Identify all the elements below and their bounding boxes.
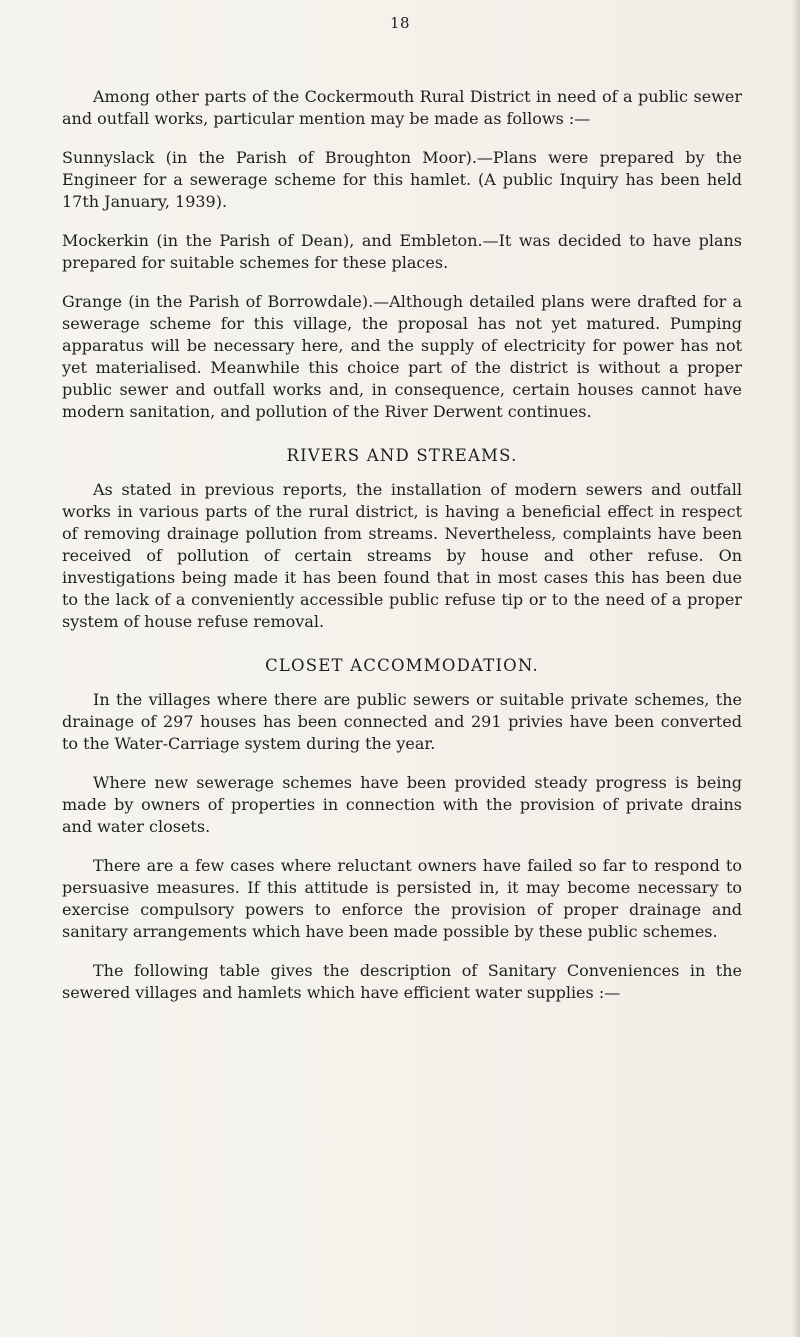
- page-body: [62, 86, 742, 1021]
- grange-paragraph: Grange (in the Parish of Borrowdale).—Although detailed plans were drafted for a sewerage scheme for this village, the proposal has not yet matured. Pumping apparatus will be necessary here, and the supply of electricity for power has not yet materialised. Meanwhile this choice part of the district is without a proper public sewer and outfall works and, in consequence, certain houses cannot have modern sanitation, and pollution of the River Derwent continues.: [62, 292, 742, 421]
- closet-heading: CLOSET ACCOMMODATION.: [265, 656, 539, 675]
- mockerkin-paragraph: Mockerkin (in the Parish of Dean), and Embleton.—It was decided to have plans prepared for suitable schemes for these places.: [62, 231, 742, 272]
- closet-paragraph-4: The following table gives the description of Sanitary Conveniences in the sewered villages and hamlets which have efficient water supplies :—: [62, 961, 742, 1002]
- page-number: 18: [389, 14, 411, 32]
- closet-paragraph-1: In the villages where there are public sewers or suitable private schemes, the drainage of 297 houses has been connected and 291 privies have been converted to the Water-Carriage system during the year.: [62, 690, 742, 753]
- rivers-paragraph: As stated in previous reports, the installation of modern sewers and outfall works in various parts of the rural district, is having a beneficial effect in respect of removing drainage pollution from streams. Nevertheless, complaints have been received of pollution of certain streams by house and other refuse. On investigations being made it has been found that in most cases this has been due to the lack of a conveniently accessible public refuse tip or to the need of a proper system of house refuse removal.: [62, 480, 742, 631]
- intro-paragraph: Among other parts of the Cockermouth Rural District in need of a public sewer and outfall works, particular mention may be made as follows :—: [62, 87, 742, 128]
- closet-paragraph-3: There are a few cases where reluctant owners have failed so far to respond to persuasive measures. If this attitude is persisted in, it may become necessary to exercise compulsory powers to enforce the provision of proper drainage and sanitary arrangements which have been made possible by these public schemes.: [62, 856, 742, 941]
- closet-paragraph-2: Where new sewerage schemes have been provided steady progress is being made by owners of properties in connection with the provision of private drains and water closets.: [62, 773, 742, 836]
- page-edge-shadow: [792, 0, 800, 1337]
- sunnyslack-paragraph: Sunnyslack (in the Parish of Broughton Moor).—Plans were prepared by the Engineer for a sewerage scheme for this hamlet. (A public Inquiry has been held 17th January, 1939).: [62, 148, 742, 211]
- rivers-heading: RIVERS AND STREAMS.: [286, 446, 518, 465]
